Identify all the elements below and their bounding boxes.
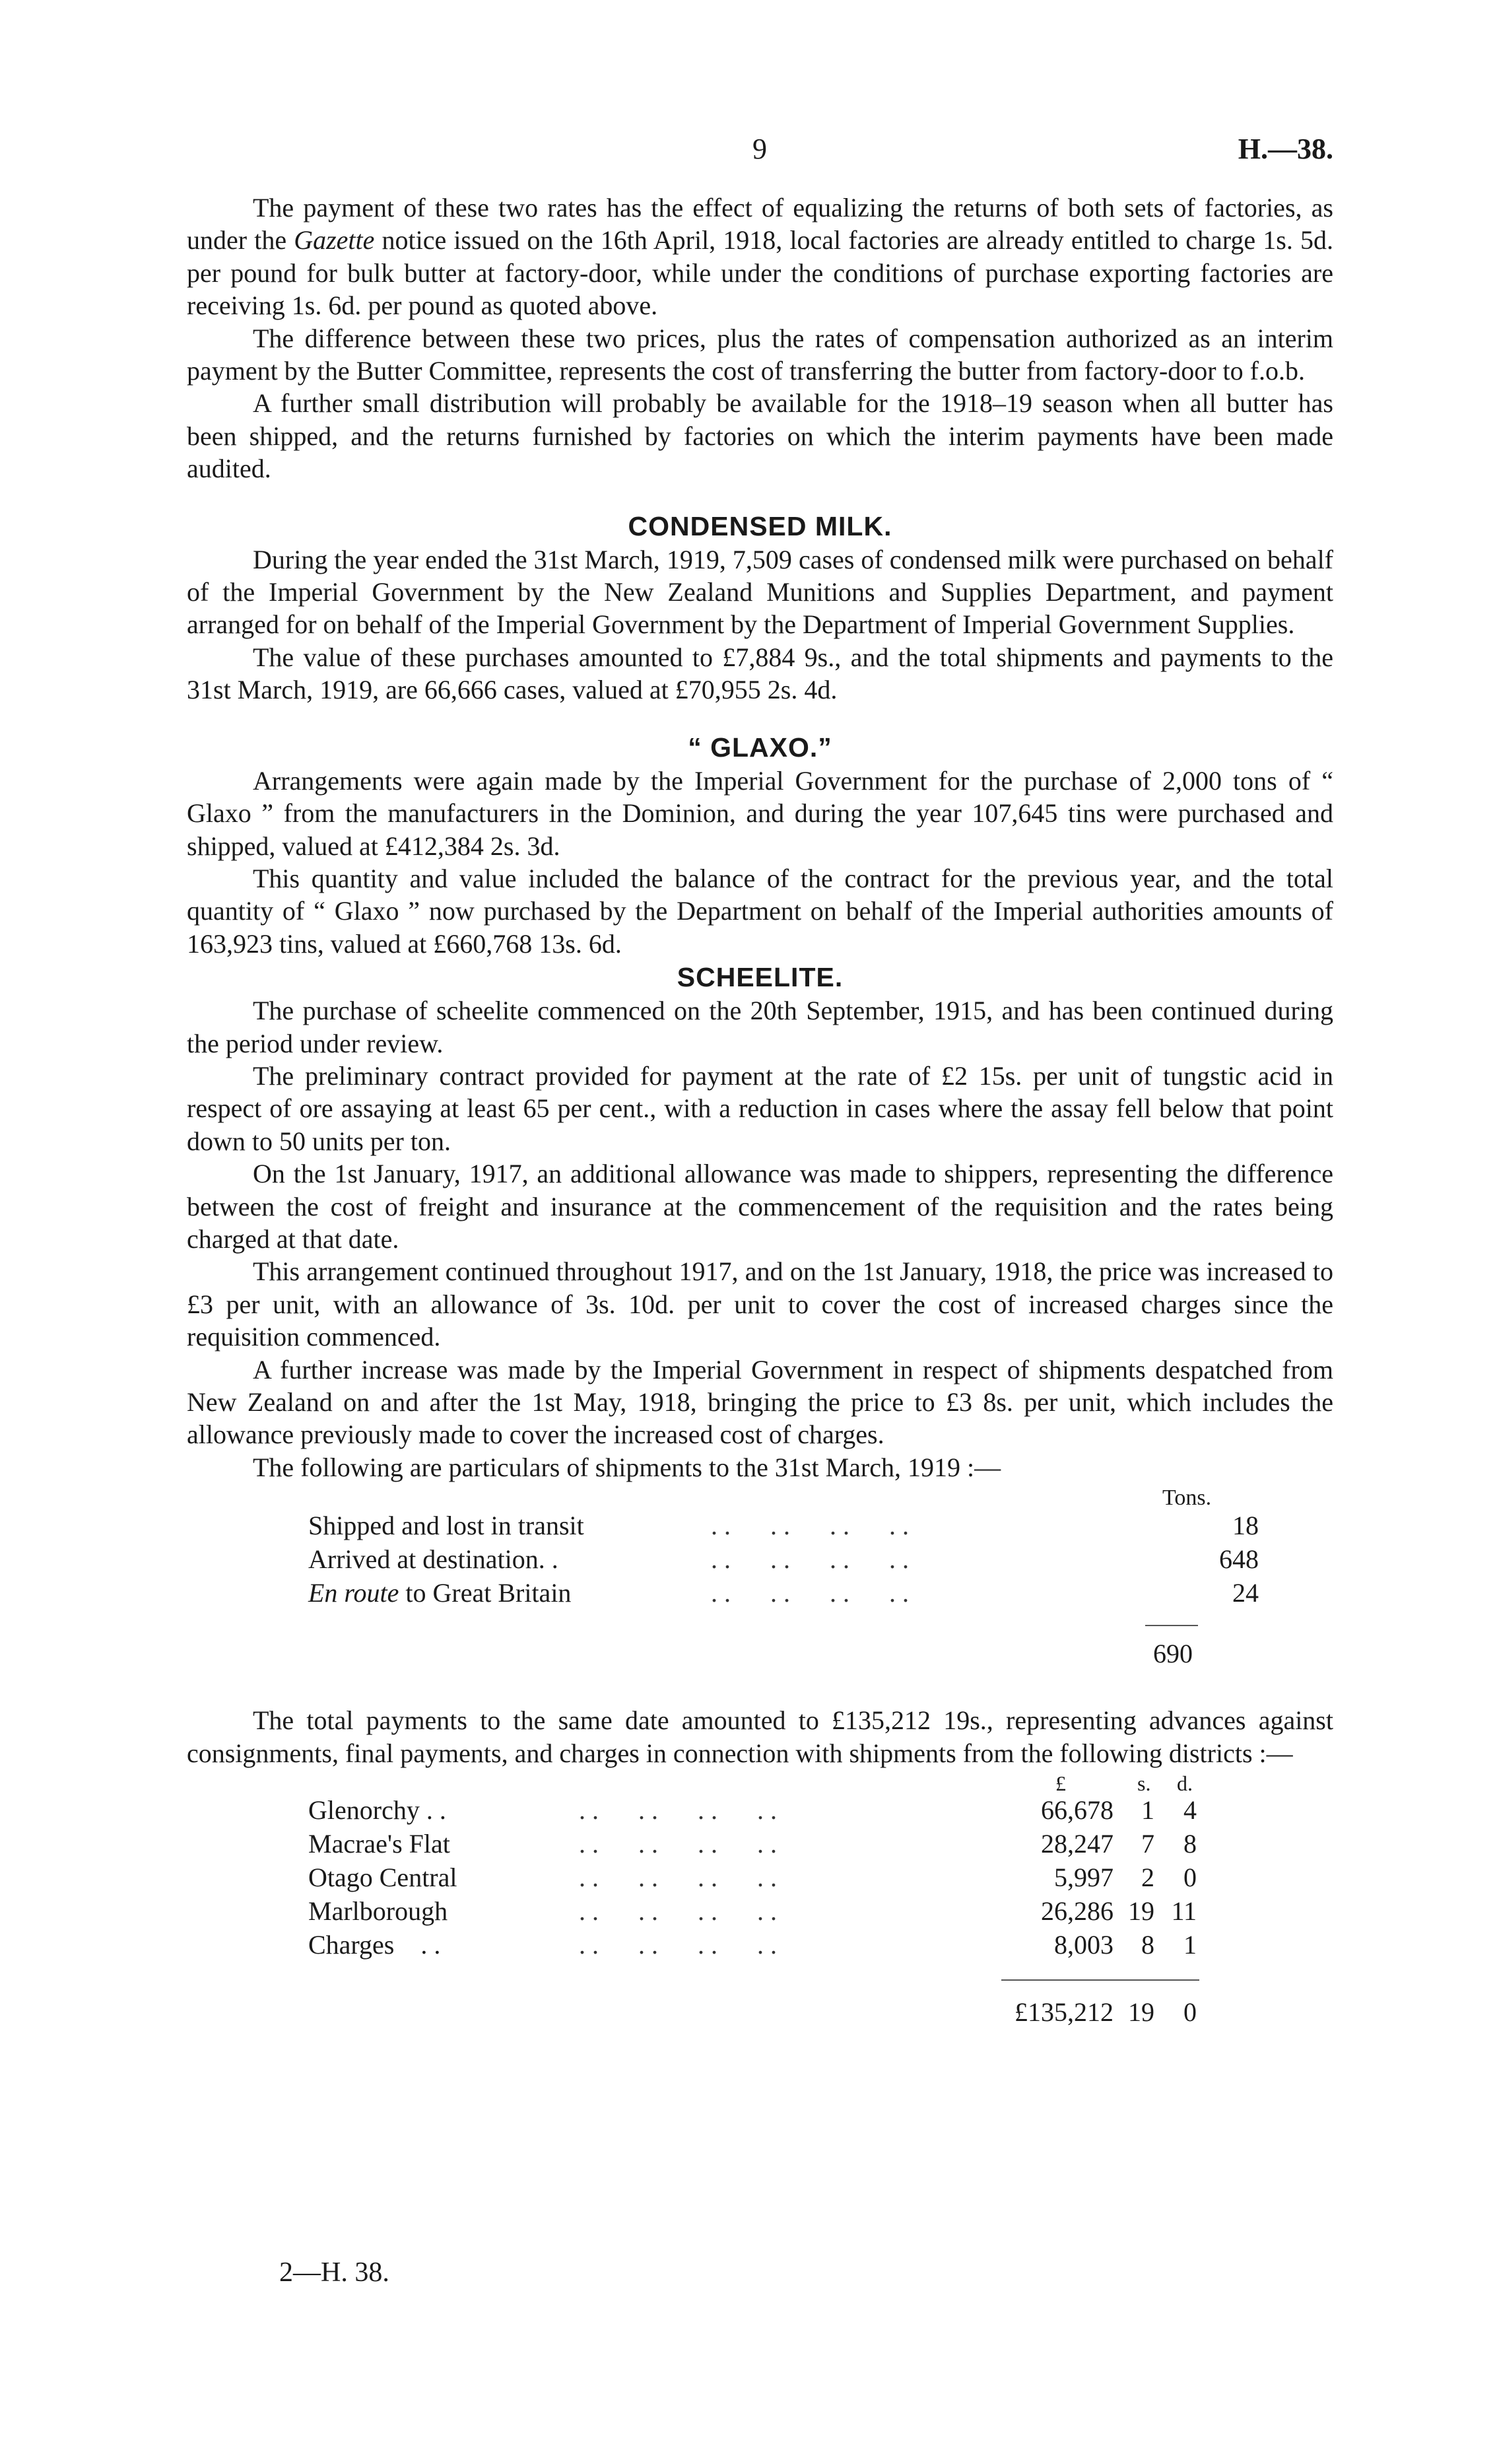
total-pence: 0 <box>1183 1997 1197 2028</box>
condensed-milk-heading: CONDENSED MILK. <box>628 510 892 541</box>
district-name: Charges . . <box>308 1930 441 1960</box>
amount-shillings: 8 <box>1141 1930 1154 1960</box>
amount-pounds: 28,247 <box>1041 1829 1114 1859</box>
district-name: Otago Central <box>308 1863 457 1893</box>
shipment-row <box>308 1542 1333 1576</box>
gazette-word: Gazette <box>294 225 375 256</box>
amount-pence: 0 <box>1183 1863 1197 1893</box>
leader-dots: . . . . . . . . <box>579 1896 777 1927</box>
district-name: Glenorchy . . <box>308 1795 446 1826</box>
amount-pence: 11 <box>1171 1896 1197 1927</box>
glaxo-paragraph-2: This quantity and value included the balance of the contract for the previous year, and the total quantity of “ Glaxo ” now purchased by the Department on behalf of the Imperial authorities amounts of 163,923 tins, valued at £660,768 13s. 6d. <box>187 863 1333 959</box>
pounds-column-header: £ <box>1055 1771 1066 1796</box>
shipment-row <box>308 1576 1333 1610</box>
shipment-tons: 18 <box>1232 1511 1259 1541</box>
shipments-table <box>187 1484 1333 1682</box>
payment-row <box>308 1928 1333 1962</box>
payment-row <box>308 1894 1333 1928</box>
leader-dots: . . . . . . . . <box>711 1511 909 1541</box>
leader-dots: . . . . . . . . <box>711 1578 909 1608</box>
total-shillings: 19 <box>1128 1997 1154 2028</box>
scheelite-paragraph-5: A further increase was made by the Imperial Government in respect of shipments despatched from New Zealand on and after the 1st May, 1918, bringing the price to £3 8s. per unit, which includes the allowance previously made to cover the increased cost of charges. <box>187 1354 1333 1450</box>
amount-pounds: 5,997 <box>1054 1863 1114 1893</box>
leader-dots: . . . . . . . . <box>711 1544 909 1575</box>
amount-pounds: 26,286 <box>1041 1896 1114 1927</box>
amount-shillings: 7 <box>1141 1829 1154 1859</box>
en-route-italic: En route <box>308 1578 399 1608</box>
payments-intro-paragraph: The total payments to the same date amounted to £135,212 19s., representing advances against consignments, final payments, and charges in connection with shipments from the following districts :— <box>187 1705 1333 1768</box>
glaxo-paragraph-1: Arrangements were again made by the Imperial Government for the purchase of 2,000 tons of “ Glaxo ” from the manufacturers in the Dominion, and during the year 107,645 tins were purchased and shipped, valued at £412,384 2s. 3d. <box>187 765 1333 861</box>
page-number: 9 <box>752 133 767 165</box>
amount-pence: 1 <box>1183 1930 1197 1960</box>
amount-pounds: 8,003 <box>1054 1930 1114 1960</box>
shipment-tons: 648 <box>1219 1544 1259 1575</box>
payment-row <box>308 1793 1333 1827</box>
report-reference: H.—38. <box>1238 133 1333 165</box>
shipment-tons: 24 <box>1232 1578 1259 1608</box>
scheelite-paragraph-6: The following are particulars of shipments to the 31st March, 1919 :— <box>253 1452 1001 1482</box>
payment-row <box>308 1861 1333 1894</box>
intro-paragraph-2: The difference between these two prices, plus the rates of compensation authorized as an interim payment by the Butter Committee, represents the cost of transferring the butter from factory-door to f.o.b. <box>187 323 1333 386</box>
payments-table <box>187 1769 1333 2047</box>
leader-dots: . . . . . . . . <box>579 1930 777 1960</box>
amount-shillings: 19 <box>1128 1896 1154 1927</box>
amount-pence: 4 <box>1183 1795 1197 1826</box>
amount-pence: 8 <box>1183 1829 1197 1859</box>
scheelite-paragraph-1: The purchase of scheelite commenced on the 20th September, 1915, and has been continued during the period under review. <box>187 996 1333 1058</box>
district-name: Macrae's Flat <box>308 1829 450 1859</box>
glaxo-heading: “ GLAXO.” <box>688 732 832 763</box>
intro-p1-rest: notice issued on the 16th April, 1918, local factories are already entitled to charge 1s. 5d. per pound for bulk butter at factory-door, while under the conditions of purchase exporting factories are receiving 1s. 6d. per pound as quoted above. <box>187 225 1333 321</box>
condensed-milk-paragraph-2: The value of these purchases amounted to £7,884 9s., and the total shipments and payments to the 31st March, 1919, are 66,666 cases, valued at £70,955 2s. 4d. <box>187 642 1333 705</box>
document-body <box>187 191 1333 2047</box>
leader-dots: . . . . . . . . <box>579 1795 777 1826</box>
payments-total-row <box>308 1995 1333 2029</box>
shipment-label <box>308 1576 571 1610</box>
scheelite-paragraph-3: On the 1st January, 1917, an additional allowance was made to shippers, representing the difference between the cost of freight and insurance at the commencement of the requisition and the rates being charged at that date. <box>187 1159 1333 1254</box>
shipment-label-rest: to Great Britain <box>399 1578 572 1608</box>
amount-pounds: 66,678 <box>1041 1795 1114 1826</box>
tons-column-header: Tons. <box>1162 1486 1212 1511</box>
shillings-column-header: s. <box>1137 1771 1151 1796</box>
payments-total-rule <box>1001 1979 1199 1981</box>
leader-dots: . . . . . . . . <box>579 1829 777 1859</box>
footer-signature: 2—H. 38. <box>279 2257 389 2288</box>
shipments-total: 690 <box>1153 1639 1193 1669</box>
leader-dots: . . . . . . . . <box>579 1863 777 1893</box>
payment-row <box>308 1827 1333 1861</box>
scheelite-heading: SCHEELITE. <box>677 962 844 993</box>
district-name: Marlborough <box>308 1896 448 1927</box>
pence-column-header: d. <box>1177 1771 1193 1796</box>
shipment-label: Arrived at destination. . <box>308 1544 558 1575</box>
intro-paragraph-3: A further small distribution will probably be available for the 1918–19 season when all butter has been shipped, and the returns furnished by factories on which the interim payments have been made audited. <box>187 388 1333 484</box>
condensed-milk-paragraph-1: During the year ended the 31st March, 1919, 7,509 cases of condensed milk were purchased on behalf of the Imperial Government by the New Zealand Munitions and Supplies Department, and payment arranged for on behalf of the Imperial Government by the Department of Imperial Government Supplies. <box>187 544 1333 640</box>
intro-p1-start: The payment of these two rates has the effect of equalizing the returns of both sets of factories, as under the <box>187 193 1333 256</box>
total-pounds: £135,212 <box>1015 1997 1114 2028</box>
shipment-label: Shipped and lost in transit <box>308 1511 584 1541</box>
amount-shillings: 1 <box>1141 1795 1154 1826</box>
scheelite-paragraph-2: The preliminary contract provided for payment at the rate of £2 15s. per unit of tungstic acid in respect of ore assaying at least 65 per cent., with a reduction in cases where the assay fell below that point down to 50 units per ton. <box>187 1060 1333 1156</box>
total-rule <box>1145 1625 1198 1626</box>
shipment-row <box>308 1509 1333 1542</box>
amount-shillings: 2 <box>1141 1863 1154 1893</box>
scheelite-paragraph-4: This arrangement continued throughout 1917, and on the 1st January, 1918, the price was increased to £3 per unit, with an allowance of 3s. 10d. per unit to cover the cost of increased charges since the requisition commenced. <box>187 1256 1333 1352</box>
intro-paragraph-1 <box>187 191 1333 322</box>
